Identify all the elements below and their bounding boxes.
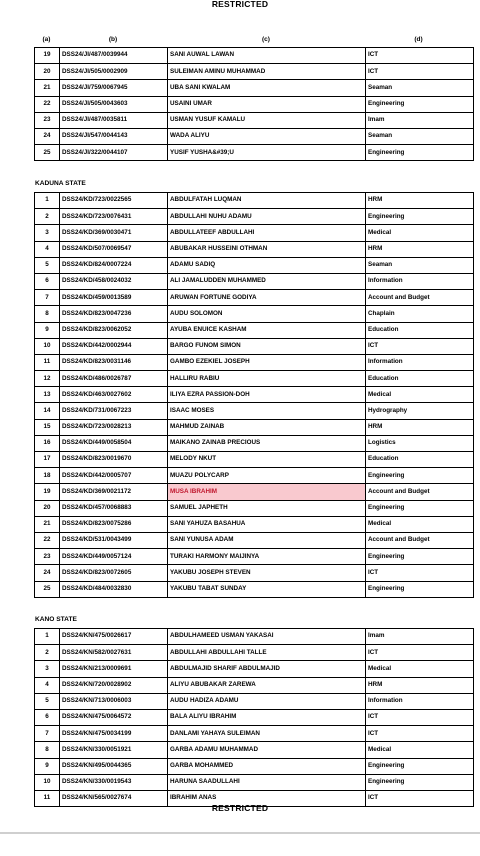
department-cell: Engineering	[366, 758, 474, 774]
service-number-cell: DSS24/KD/369/0030471	[60, 225, 168, 241]
department-cell: Seaman	[366, 80, 474, 96]
serial-number-cell: 2	[35, 209, 60, 225]
serial-number-cell: 11	[35, 790, 60, 806]
service-number-cell: DSS24/KN/582/0027631	[60, 645, 168, 661]
serial-number-cell: 18	[35, 468, 60, 484]
serial-number-cell: 8	[35, 742, 60, 758]
name-cell: ALIYU ABUBAKAR ZAREWA	[168, 677, 366, 693]
table-row	[35, 645, 474, 661]
service-number-cell: DSS24/KD/369/0021172	[60, 484, 168, 500]
column-header-c: (c)	[262, 36, 270, 43]
service-number-cell: DSS24/KD/449/0057124	[60, 549, 168, 565]
department-cell: Seaman	[366, 257, 474, 273]
department-cell: HRM	[366, 677, 474, 693]
table-row	[35, 661, 474, 677]
name-cell: USAINI UMAR	[168, 96, 366, 112]
table-row	[35, 306, 474, 322]
service-number-cell: DSS24/KN/330/0051921	[60, 742, 168, 758]
service-number-cell: DSS24/JI/505/0043603	[60, 96, 168, 112]
name-cell: ABDULFATAH LUQMAN	[168, 193, 366, 209]
service-number-cell: DSS24/KN/330/0019543	[60, 774, 168, 790]
name-cell: GARBA MOHAMMED	[168, 758, 366, 774]
department-cell: Hydrography	[366, 403, 474, 419]
name-cell: SANI YAHUZA BASAHUA	[168, 516, 366, 532]
name-cell: AYUBA ENUICE KASHAM	[168, 322, 366, 338]
table-row	[35, 387, 474, 403]
department-cell: Engineering	[366, 581, 474, 597]
column-header-d: (d)	[414, 36, 423, 43]
table-row	[35, 742, 474, 758]
serial-number-cell: 5	[35, 693, 60, 709]
table-row	[35, 290, 474, 306]
department-cell: Seaman	[366, 128, 474, 144]
department-cell: Medical	[366, 742, 474, 758]
department-cell: Education	[366, 371, 474, 387]
serial-number-cell: 5	[35, 257, 60, 273]
department-cell: Education	[366, 452, 474, 468]
table-row	[35, 693, 474, 709]
serial-number-cell: 7	[35, 726, 60, 742]
department-cell: Medical	[366, 516, 474, 532]
name-cell: HARUNA SAADULLAHI	[168, 774, 366, 790]
name-cell: ABDULLATEEF ABDULLAHI	[168, 225, 366, 241]
department-cell: Medical	[366, 387, 474, 403]
department-cell: Education	[366, 322, 474, 338]
name-cell: AUDU HADIZA ADAMU	[168, 693, 366, 709]
name-cell: SAMUEL JAPHETH	[168, 500, 366, 516]
service-number-cell: DSS24/KD/823/0047236	[60, 306, 168, 322]
serial-number-cell: 23	[35, 112, 60, 128]
column-header-row	[34, 36, 472, 46]
department-cell: HRM	[366, 241, 474, 257]
department-cell: Information	[366, 354, 474, 370]
name-cell: SULEIMAN AMINU MUHAMMAD	[168, 64, 366, 80]
service-number-cell: DSS24/JI/322/0044107	[60, 145, 168, 161]
department-cell: Medical	[366, 661, 474, 677]
name-cell: IBRAHIM ANAS	[168, 790, 366, 806]
serial-number-cell: 10	[35, 774, 60, 790]
service-number-cell: DSS24/KD/459/0013589	[60, 290, 168, 306]
department-cell: Imam	[366, 629, 474, 645]
serial-number-cell: 16	[35, 435, 60, 451]
kaduna-state-table	[34, 192, 474, 598]
department-cell: ICT	[366, 338, 474, 354]
department-cell: HRM	[366, 419, 474, 435]
service-number-cell: DSS24/KD/823/0062052	[60, 322, 168, 338]
service-number-cell: DSS24/KD/824/0007224	[60, 257, 168, 273]
serial-number-cell: 23	[35, 549, 60, 565]
serial-number-cell: 11	[35, 354, 60, 370]
table-row	[35, 225, 474, 241]
table-row	[35, 322, 474, 338]
serial-number-cell: 15	[35, 419, 60, 435]
table-row	[35, 419, 474, 435]
serial-number-cell: 12	[35, 371, 60, 387]
serial-number-cell: 6	[35, 709, 60, 725]
name-cell: HALLIRU RABIU	[168, 371, 366, 387]
service-number-cell: DSS24/KN/565/0027674	[60, 790, 168, 806]
department-cell: Account and Budget	[366, 532, 474, 548]
table-row	[35, 193, 474, 209]
table-row	[35, 500, 474, 516]
name-cell: TURAKI HARMONY MAIJINYA	[168, 549, 366, 565]
serial-number-cell: 22	[35, 96, 60, 112]
name-cell: YAKUBU JOSEPH STEVEN	[168, 565, 366, 581]
serial-number-cell: 20	[35, 500, 60, 516]
name-cell: YUSIF YUSHA&#39;U	[168, 145, 366, 161]
serial-number-cell: 22	[35, 532, 60, 548]
service-number-cell: DSS24/KD/823/0072605	[60, 565, 168, 581]
department-cell: Information	[366, 693, 474, 709]
department-cell: Account and Budget	[366, 484, 474, 500]
table-row	[35, 403, 474, 419]
table-row	[35, 80, 474, 96]
column-header-a: (a)	[42, 36, 51, 43]
department-cell: Information	[366, 273, 474, 289]
department-cell: Engineering	[366, 209, 474, 225]
serial-number-cell: 2	[35, 645, 60, 661]
serial-number-cell: 24	[35, 128, 60, 144]
service-number-cell: DSS24/KD/507/0069547	[60, 241, 168, 257]
serial-number-cell: 4	[35, 677, 60, 693]
department-cell: Engineering	[366, 774, 474, 790]
name-cell: SANI YUNUSA ADAM	[168, 532, 366, 548]
serial-number-cell: 1	[35, 193, 60, 209]
department-cell: Account and Budget	[366, 290, 474, 306]
table-row	[35, 435, 474, 451]
serial-number-cell: 20	[35, 64, 60, 80]
name-cell: UBA SANI KWALAM	[168, 80, 366, 96]
name-cell: SANI AUWAL LAWAN	[168, 48, 366, 64]
service-number-cell: DSS24/JI/505/0002909	[60, 64, 168, 80]
table-row	[35, 354, 474, 370]
column-header-b: (b)	[108, 36, 118, 43]
jigawa-continuation-table	[34, 47, 474, 161]
table-row	[35, 629, 474, 645]
service-number-cell: DSS24/KN/713/0006003	[60, 693, 168, 709]
department-cell: ICT	[366, 790, 474, 806]
service-number-cell: DSS24/KN/495/0044365	[60, 758, 168, 774]
service-number-cell: DSS24/KD/531/0043499	[60, 532, 168, 548]
service-number-cell: DSS24/KN/475/0026617	[60, 629, 168, 645]
name-cell: GAMBO EZEKIEL JOSEPH	[168, 354, 366, 370]
name-cell: YAKUBU TABAT SUNDAY	[168, 581, 366, 597]
table-row	[35, 468, 474, 484]
service-number-cell: DSS24/JI/487/0035811	[60, 112, 168, 128]
service-number-cell: DSS24/KD/463/0027602	[60, 387, 168, 403]
table-row	[35, 758, 474, 774]
name-cell: ABDULLAHI ABDULLAHI TALLE	[168, 645, 366, 661]
name-cell: WADA ALIYU	[168, 128, 366, 144]
service-number-cell: DSS24/KN/475/0034199	[60, 726, 168, 742]
serial-number-cell: 25	[35, 145, 60, 161]
service-number-cell: DSS24/KD/449/0058504	[60, 435, 168, 451]
department-cell: Engineering	[366, 96, 474, 112]
service-number-cell: DSS24/KD/823/0075286	[60, 516, 168, 532]
table-row	[35, 209, 474, 225]
name-cell: ABDULLAHI NUHU ADAMU	[168, 209, 366, 225]
service-number-cell: DSS24/KN/213/0009691	[60, 661, 168, 677]
name-cell: ABDULMAJID SHARIF ABDULMAJID	[168, 661, 366, 677]
table-row	[35, 726, 474, 742]
name-cell: BALA ALIYU IBRAHIM	[168, 709, 366, 725]
name-cell: ALI JAMALUDDEN MUHAMMED	[168, 273, 366, 289]
name-cell: GARBA ADAMU MUHAMMAD	[168, 742, 366, 758]
serial-number-cell: 3	[35, 225, 60, 241]
name-cell: AUDU SOLOMON	[168, 306, 366, 322]
service-number-cell: DSS24/KN/475/0064572	[60, 709, 168, 725]
serial-number-cell: 21	[35, 516, 60, 532]
department-cell: Chaplain	[366, 306, 474, 322]
department-cell: Imam	[366, 112, 474, 128]
department-cell: ICT	[366, 726, 474, 742]
name-cell: ARUWAN FORTUNE GODIYA	[168, 290, 366, 306]
serial-number-cell: 8	[35, 306, 60, 322]
service-number-cell: DSS24/KD/723/0022565	[60, 193, 168, 209]
service-number-cell: DSS24/KD/731/0067223	[60, 403, 168, 419]
service-number-cell: DSS24/JI/759/0067945	[60, 80, 168, 96]
department-cell: ICT	[366, 565, 474, 581]
service-number-cell: DSS24/KD/442/0002944	[60, 338, 168, 354]
serial-number-cell: 25	[35, 581, 60, 597]
serial-number-cell: 7	[35, 290, 60, 306]
department-cell: Engineering	[366, 500, 474, 516]
name-cell: MAHMUD ZAINAB	[168, 419, 366, 435]
table-row	[35, 112, 474, 128]
name-cell: MUAZU POLYCARP	[168, 468, 366, 484]
service-number-cell: DSS24/KN/720/0028902	[60, 677, 168, 693]
table-row	[35, 565, 474, 581]
name-cell: BARGO FUNOM SIMON	[168, 338, 366, 354]
serial-number-cell: 24	[35, 565, 60, 581]
department-cell: ICT	[366, 709, 474, 725]
name-cell: ILIYA EZRA PASSION-DOH	[168, 387, 366, 403]
department-cell: Engineering	[366, 549, 474, 565]
serial-number-cell: 6	[35, 273, 60, 289]
service-number-cell: DSS24/KD/723/0076431	[60, 209, 168, 225]
service-number-cell: DSS24/KD/484/0032830	[60, 581, 168, 597]
name-cell: USMAN YUSUF KAMALU	[168, 112, 366, 128]
section-title-kaduna: KADUNA STATE	[35, 180, 86, 187]
service-number-cell: DSS24/KD/723/0028213	[60, 419, 168, 435]
name-cell: ISAAC MOSES	[168, 403, 366, 419]
service-number-cell: DSS24/KD/823/0031146	[60, 354, 168, 370]
table-row	[35, 273, 474, 289]
serial-number-cell: 21	[35, 80, 60, 96]
name-cell: MAIKANO ZAINAB PRECIOUS	[168, 435, 366, 451]
name-cell: MELODY NKUT	[168, 452, 366, 468]
department-cell: ICT	[366, 645, 474, 661]
table-row	[35, 581, 474, 597]
table-row	[35, 549, 474, 565]
service-number-cell: DSS24/KD/457/0068883	[60, 500, 168, 516]
serial-number-cell: 1	[35, 629, 60, 645]
serial-number-cell: 3	[35, 661, 60, 677]
department-cell: Logistics	[366, 435, 474, 451]
table-row	[35, 257, 474, 273]
serial-number-cell: 10	[35, 338, 60, 354]
table-row	[35, 48, 474, 64]
table-row	[35, 371, 474, 387]
name-cell: DANLAMI YAHAYA SULEIMAN	[168, 726, 366, 742]
name-cell: ABDULHAMEED USMAN YAKASAI	[168, 629, 366, 645]
viewer-bottom-band	[0, 832, 480, 856]
table-row	[35, 128, 474, 144]
serial-number-cell: 9	[35, 758, 60, 774]
table-row	[35, 338, 474, 354]
table-row	[35, 774, 474, 790]
serial-number-cell: 19	[35, 48, 60, 64]
table-row	[35, 241, 474, 257]
table-row	[35, 96, 474, 112]
name-cell: MUSA IBRAHIM	[168, 484, 366, 500]
restricted-marking-bottom: RESTRICTED	[211, 803, 269, 813]
service-number-cell: DSS24/KD/486/0026787	[60, 371, 168, 387]
highlighted-table-row	[35, 484, 474, 500]
table-row	[35, 532, 474, 548]
service-number-cell: DSS24/JI/547/0044143	[60, 128, 168, 144]
service-number-cell: DSS24/KD/823/0019670	[60, 452, 168, 468]
serial-number-cell: 17	[35, 452, 60, 468]
service-number-cell: DSS24/KD/442/0005707	[60, 468, 168, 484]
service-number-cell: DSS24/KD/458/0024032	[60, 273, 168, 289]
department-cell: HRM	[366, 193, 474, 209]
department-cell: Engineering	[366, 468, 474, 484]
section-title-kano: KANO STATE	[35, 616, 77, 623]
table-row	[35, 64, 474, 80]
table-row	[35, 452, 474, 468]
table-row	[35, 145, 474, 161]
name-cell: ABUBAKAR HUSSEINI OTHMAN	[168, 241, 366, 257]
table-row	[35, 677, 474, 693]
table-row	[35, 516, 474, 532]
serial-number-cell: 13	[35, 387, 60, 403]
service-number-cell: DSS24/JI/487/0039944	[60, 48, 168, 64]
table-row	[35, 709, 474, 725]
serial-number-cell: 4	[35, 241, 60, 257]
department-cell: Engineering	[366, 145, 474, 161]
department-cell: Medical	[366, 225, 474, 241]
name-cell: ADAMU SADIQ	[168, 257, 366, 273]
serial-number-cell: 14	[35, 403, 60, 419]
restricted-marking-top: RESTRICTED	[211, 0, 269, 9]
serial-number-cell: 9	[35, 322, 60, 338]
department-cell: ICT	[366, 48, 474, 64]
department-cell: ICT	[366, 64, 474, 80]
kano-state-table	[34, 628, 474, 807]
serial-number-cell: 19	[35, 484, 60, 500]
